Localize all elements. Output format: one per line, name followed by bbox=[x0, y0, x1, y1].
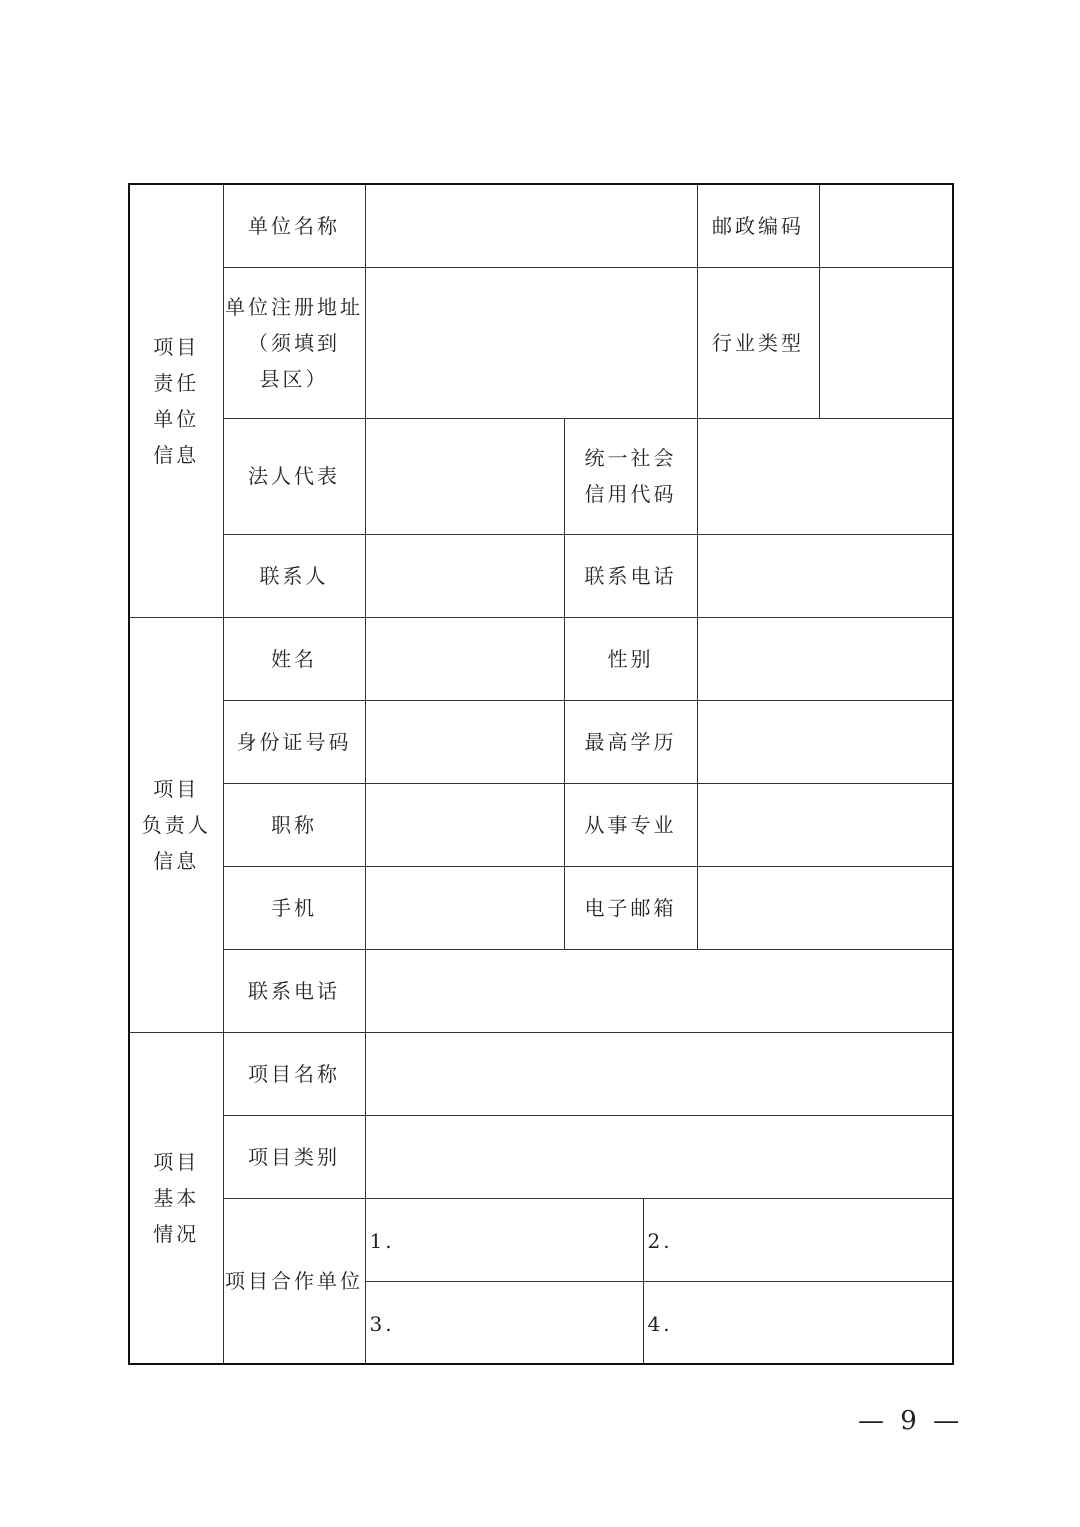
field-unit-name[interactable] bbox=[365, 184, 697, 267]
field-project-name[interactable] bbox=[365, 1032, 953, 1115]
label-industry-type: 行业类型 bbox=[697, 267, 819, 418]
label-legal-representative: 法人代表 bbox=[223, 418, 365, 534]
label-mobile: 手机 bbox=[223, 866, 365, 949]
label-education: 最高学历 bbox=[564, 700, 697, 783]
field-legal-representative[interactable] bbox=[365, 418, 564, 534]
field-email[interactable] bbox=[697, 866, 953, 949]
field-contact-person[interactable] bbox=[365, 534, 564, 617]
field-credit-code[interactable] bbox=[697, 418, 953, 534]
label-name: 姓名 bbox=[223, 617, 365, 700]
label-unit-name: 单位名称 bbox=[223, 184, 365, 267]
field-industry-type[interactable] bbox=[819, 267, 953, 418]
label-specialty: 从事专业 bbox=[564, 783, 697, 866]
label-registered-address: 单位注册地址 （须填到 县区） bbox=[223, 267, 365, 418]
field-contact-phone[interactable] bbox=[697, 534, 953, 617]
label-project-category: 项目类别 bbox=[223, 1115, 365, 1198]
label-id-number: 身份证号码 bbox=[223, 700, 365, 783]
label-partner-units: 项目合作单位 bbox=[223, 1198, 365, 1364]
label-project-name: 项目名称 bbox=[223, 1032, 365, 1115]
field-gender[interactable] bbox=[697, 617, 953, 700]
field-name[interactable] bbox=[365, 617, 564, 700]
field-mobile[interactable] bbox=[365, 866, 564, 949]
field-leader-phone[interactable] bbox=[365, 949, 953, 1032]
label-leader-phone: 联系电话 bbox=[223, 949, 365, 1032]
field-partner-4[interactable]: 4. bbox=[643, 1281, 953, 1364]
section-label-leader-info: 项目 负责人 信息 bbox=[129, 617, 223, 1032]
label-contact-person: 联系人 bbox=[223, 534, 365, 617]
field-registered-address[interactable] bbox=[365, 267, 697, 418]
label-postal-code: 邮政编码 bbox=[697, 184, 819, 267]
field-id-number[interactable] bbox=[365, 700, 564, 783]
label-professional-title: 职称 bbox=[223, 783, 365, 866]
field-professional-title[interactable] bbox=[365, 783, 564, 866]
field-project-category[interactable] bbox=[365, 1115, 953, 1198]
section-label-basic-info: 项目 基本 情况 bbox=[129, 1032, 223, 1364]
section-label-unit-info: 项目 责任 单位 信息 bbox=[129, 184, 223, 617]
field-partner-2[interactable]: 2. bbox=[643, 1198, 953, 1281]
field-partner-3[interactable]: 3. bbox=[365, 1281, 643, 1364]
page-number: — 9 — bbox=[858, 1406, 964, 1436]
field-specialty[interactable] bbox=[697, 783, 953, 866]
label-email: 电子邮箱 bbox=[564, 866, 697, 949]
field-education[interactable] bbox=[697, 700, 953, 783]
application-form-table bbox=[128, 183, 954, 1365]
field-partner-1[interactable]: 1. bbox=[365, 1198, 643, 1281]
field-postal-code[interactable] bbox=[819, 184, 953, 267]
label-gender: 性别 bbox=[564, 617, 697, 700]
label-contact-phone: 联系电话 bbox=[564, 534, 697, 617]
label-credit-code: 统一社会 信用代码 bbox=[564, 418, 697, 534]
